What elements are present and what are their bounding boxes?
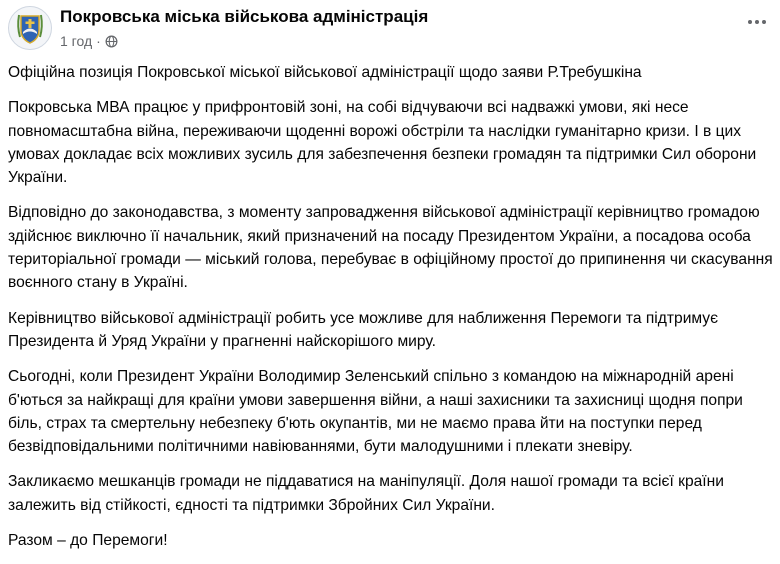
more-options-icon[interactable]	[742, 10, 772, 34]
more-dot	[762, 20, 766, 24]
post-body	[8, 61, 774, 564]
post-meta	[60, 33, 118, 49]
page-name-link[interactable]: Покровська міська військова адміністрація	[60, 7, 429, 26]
meta-separator: ·	[96, 33, 101, 49]
post-header	[8, 6, 772, 56]
globe-icon[interactable]	[105, 35, 118, 48]
post-paragraph: Керівництво військової адміністрації робить усе можливе для наближення Перемоги та підтримує Президента й Уряд України у прагненні найскорішого миру.	[8, 309, 719, 350]
city-coat-of-arms-icon	[9, 7, 51, 49]
post-paragraph: Сьогодні, коли Президент України Володимир Зеленський спільно з командою на міжнародній арені б'ються за найкращі для країни умови завершення війни, а наші захисники та захисниці щодня попри біль, страх та смертельну небезпеку б'ють окупантів, ми не маємо права йти на поступки перед безвідповідальними політичними навіюваннями, бути малодушними і плекати зневіру.	[8, 368, 743, 456]
post-timestamp[interactable]: 1 год	[60, 33, 93, 49]
post-paragraph: Відповідно до законодавства, з моменту запровадження військової адміністрації керівництво громадою здійснює виключно її начальник, який призначений на посаду Президентом України, а посадова особа територіальної громади — міський голова, перебуває в офіційному простої до припинення чи скасування воєнного стану в Україні.	[8, 204, 773, 292]
page-avatar[interactable]	[8, 6, 52, 50]
post-paragraph-closing: Разом – до Перемоги!	[8, 532, 168, 550]
more-dot	[755, 20, 759, 24]
more-dot	[748, 20, 752, 24]
post-paragraph: Закликаємо мешканців громади не піддаватися на маніпуляції. Доля нашої громади та всієї країни залежить від стійкості, єдності та підтримки Збройних Сил України.	[8, 473, 724, 514]
post-paragraph: Покровська МВА працює у прифронтовій зоні, на собі відчуваючи всі надважкі умови, які несе повномасштабна війна, переживаючи щоденні ворожі обстріли та наслідки гуманітарно кризи. І в цих умовах докладає всіх можливих зусиль для забезпечення безпеки громадян та підтримки Сил оборони України.	[8, 99, 757, 187]
post-paragraph-title: Офіційна позиція Покровської міської військової адміністрації щодо заяви Р.Требушкіна	[8, 64, 642, 81]
